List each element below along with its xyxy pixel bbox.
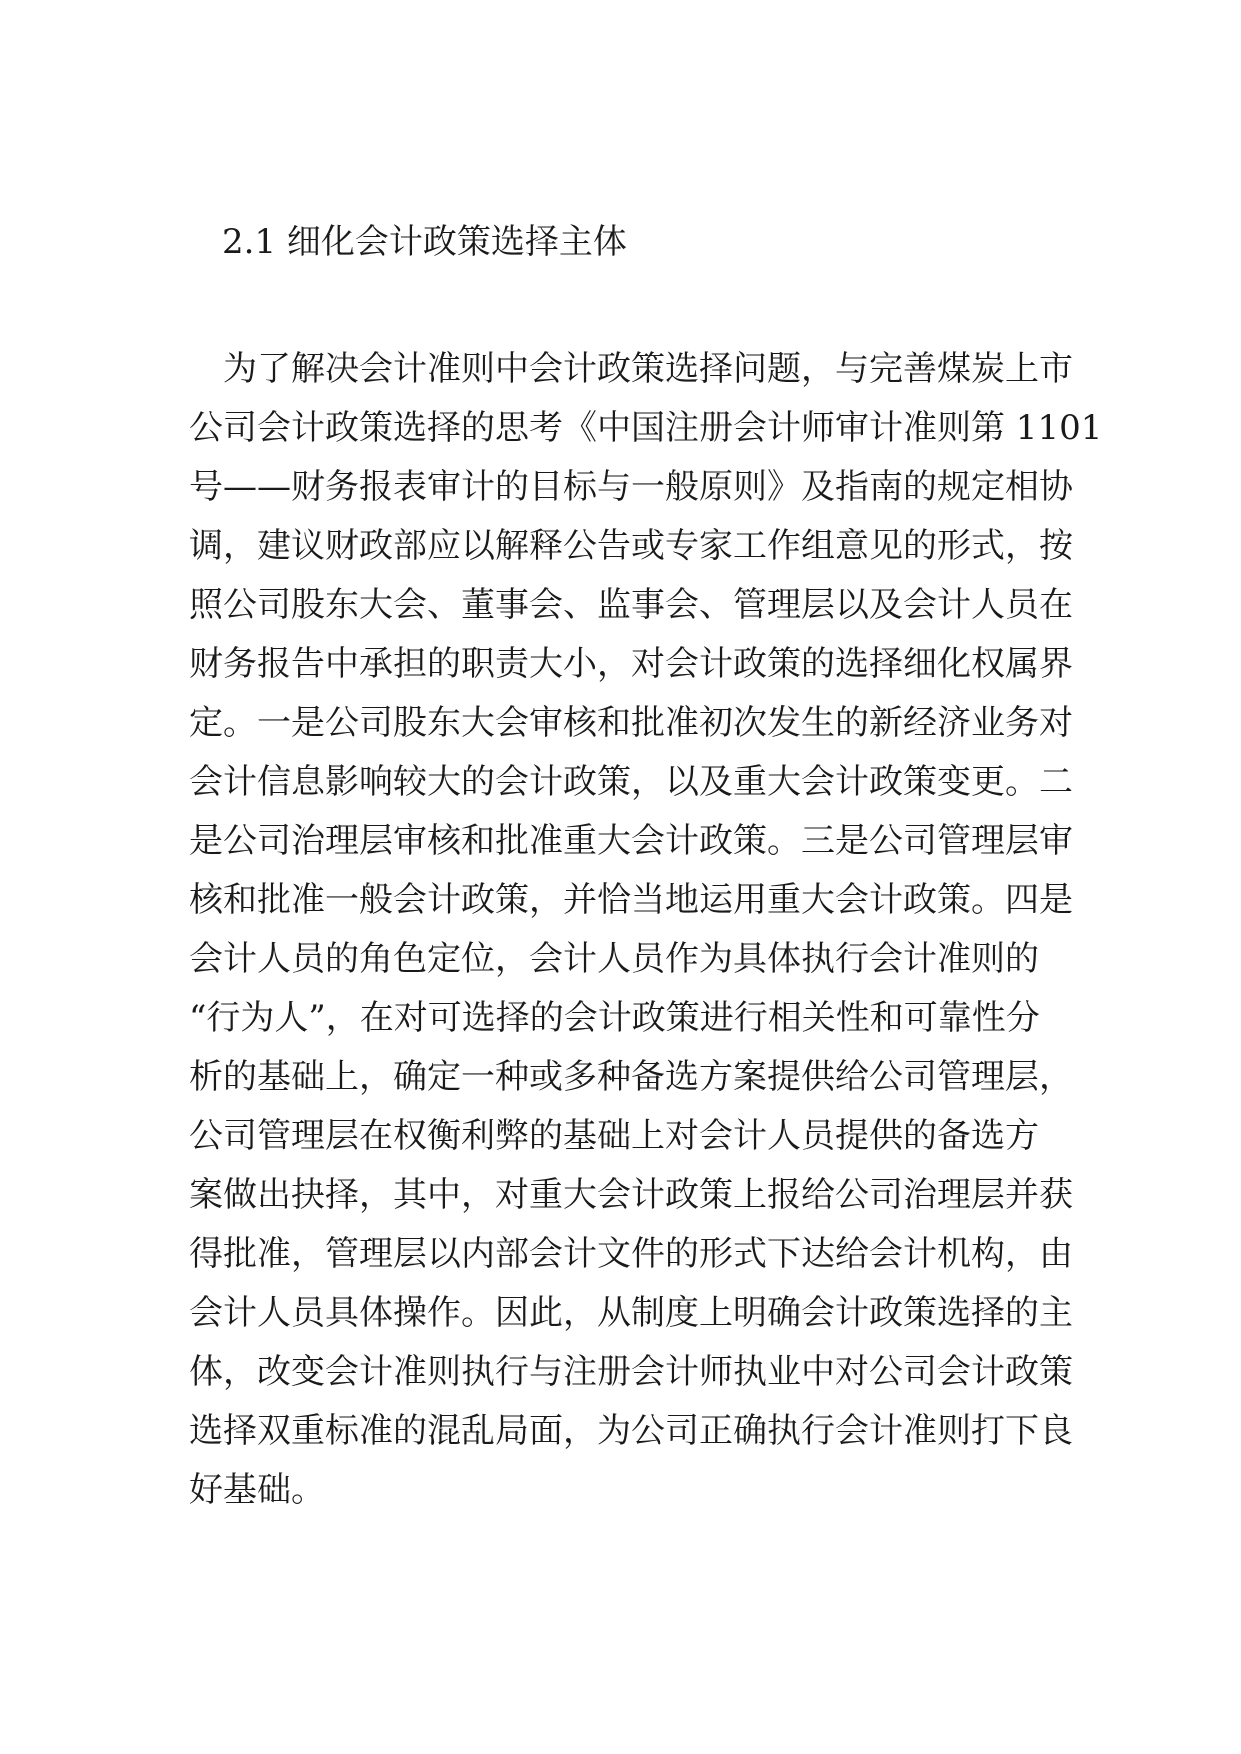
paragraph-line: “行为人”，在对可选择的会计政策进行相关性和可靠性分	[189, 998, 1040, 1038]
paragraph-line: 为了解决会计准则中会计政策选择问题，与完善煤炭上市	[223, 349, 1073, 389]
paragraph-line: 体，改变会计准则执行与注册会计师执业中对公司会计政策	[189, 1352, 1073, 1392]
paragraph-line: 得批准，管理层以内部会计文件的形式下达给会计机构，由	[189, 1234, 1073, 1274]
paragraph-line: 财务报告中承担的职责大小，对会计政策的选择细化权属界	[189, 644, 1073, 684]
paragraph-line: 案做出抉择，其中，对重大会计政策上报给公司治理层并获	[189, 1175, 1073, 1215]
paragraph-line: 选择双重标准的混乱局面，为公司正确执行会计准则打下良	[189, 1411, 1073, 1451]
paragraph-line: 公司会计政策选择的思考《中国注册会计师审计准则第 1101	[189, 408, 1103, 448]
paragraph-line: 照公司股东大会、董事会、监事会、管理层以及会计人员在	[189, 585, 1073, 625]
paragraph-line: 公司管理层在权衡利弊的基础上对会计人员提供的备选方	[189, 1116, 1039, 1156]
paragraph-line: 会计信息影响较大的会计政策，以及重大会计政策变更。二	[189, 762, 1073, 802]
paragraph-line: 会计人员的角色定位，会计人员作为具体执行会计准则的	[189, 939, 1039, 979]
paragraph-line: 调，建议财政部应以解释公告或专家工作组意见的形式，按	[189, 526, 1073, 566]
paragraph-line: 定。一是公司股东大会审核和批准初次发生的新经济业务对	[189, 703, 1073, 743]
paragraph-line: 核和批准一般会计政策，并恰当地运用重大会计政策。四是	[189, 880, 1073, 920]
body-paragraph	[189, 340, 1103, 1520]
paragraph-line: 好基础。	[189, 1470, 325, 1510]
paragraph-line: 号——财务报表审计的目标与一般原则》及指南的规定相协	[189, 467, 1073, 507]
paragraph-line: 是公司治理层审核和批准重大会计政策。三是公司管理层审	[189, 821, 1073, 861]
paragraph-line: 析的基础上，确定一种或多种备选方案提供给公司管理层，	[189, 1057, 1073, 1097]
paragraph-line: 会计人员具体操作。因此，从制度上明确会计政策选择的主	[189, 1293, 1073, 1333]
section-heading: 2.1 细化会计政策选择主体	[222, 222, 627, 262]
